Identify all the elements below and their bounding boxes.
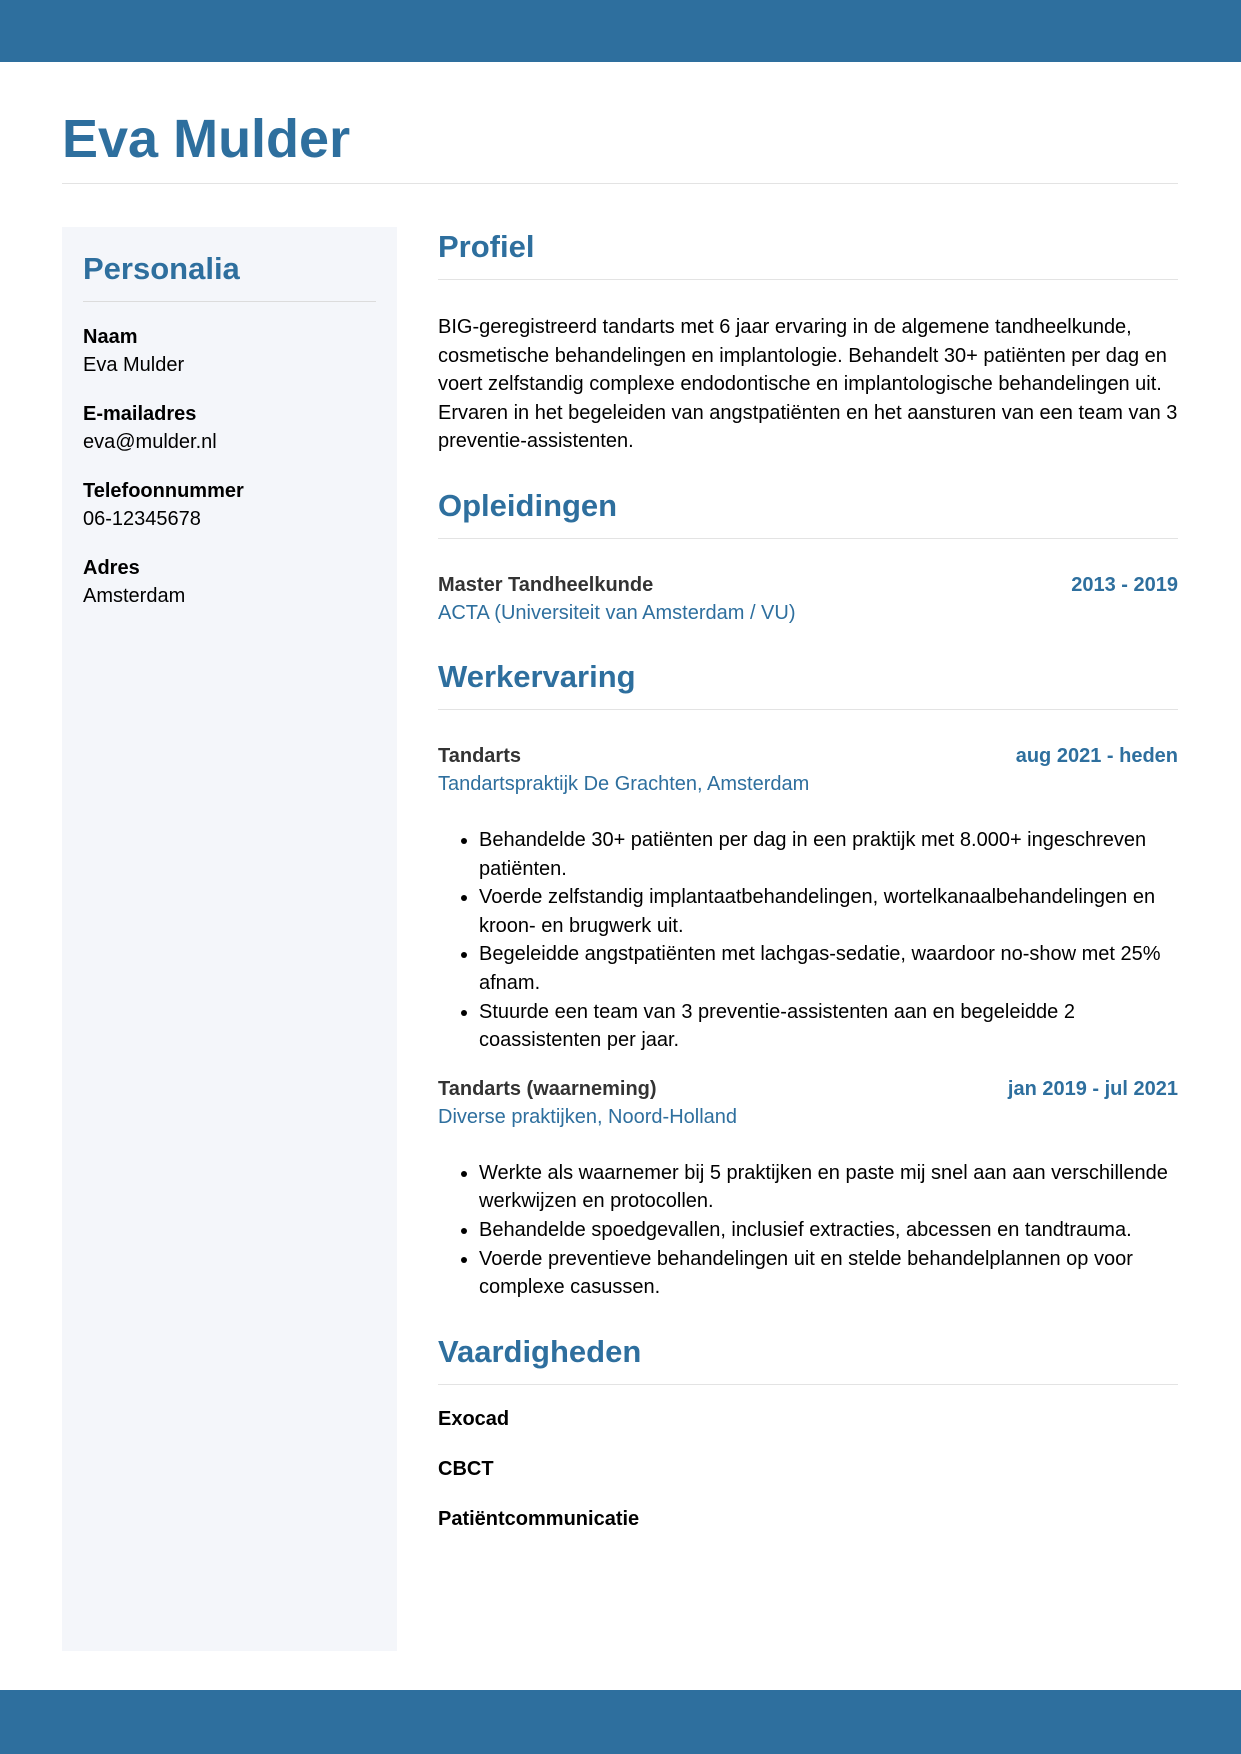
entry-header <box>438 1075 1178 1103</box>
entry-title: Tandarts (waarneming) <box>438 1077 657 1100</box>
skill-item: Exocad <box>438 1407 510 1430</box>
entry-header <box>438 742 1178 770</box>
field-value: Eva Mulder <box>83 354 185 376</box>
experience-entry <box>438 1075 1178 1302</box>
title-divider <box>62 183 1178 184</box>
field-label: Adres <box>83 557 140 579</box>
list-item: • Begeleidde angstpatiënten met lachgas-sedatie, waardoor no-show met 25% afnam. <box>479 940 1178 997</box>
personal-details <box>83 302 376 610</box>
entry-date: jan 2019 - jul 2021 <box>1007 1077 1178 1100</box>
sidebar-heading: Personalia <box>83 249 376 302</box>
list-item: • Voerde preventieve behandelingen uit en stelde behandelplannen op voor complexe casussen. <box>479 1245 1178 1302</box>
list-item: • Stuurde een team van 3 preventie-assistenten aan en begeleidde 2 coassistenten per jaar. <box>479 998 1178 1055</box>
page-title: Eva Mulder <box>62 109 351 169</box>
entry-organization: Diverse praktijken, Noord-Holland <box>438 1105 738 1128</box>
section-skills <box>438 1332 1178 1533</box>
field-value: 06-12345678 <box>83 508 201 530</box>
field-name <box>83 323 376 379</box>
main-content <box>438 227 1178 1555</box>
section-heading: Profiel <box>438 227 1178 280</box>
education-entry <box>438 571 1178 627</box>
list-item: • Behandelde 30+ patiënten per dag in een praktijk met 8.000+ ingeschreven patiënten. <box>479 826 1178 883</box>
field-address <box>83 554 376 610</box>
entry-header <box>438 571 1178 599</box>
field-label: Telefoonnummer <box>83 480 244 502</box>
entry-date: 2013 - 2019 <box>1071 573 1178 596</box>
entry-title: Tandarts <box>438 744 521 767</box>
entry-organization: Tandartspraktijk De Grachten, Amsterdam <box>438 772 810 795</box>
experience-entry <box>438 742 1178 1055</box>
entry-title: Master Tandheelkunde <box>438 573 654 596</box>
field-value: eva@mulder.nl <box>83 431 217 453</box>
section-heading: Vaardigheden <box>438 1332 1178 1385</box>
skill-item: CBCT <box>438 1457 494 1480</box>
list-item: • Werkte als waarnemer bij 5 praktijken en paste mij snel aan aan verschillende werkwijzen en protocollen. <box>479 1159 1178 1216</box>
list-item: • Behandelde spoedgevallen, inclusief extracties, abcessen en tandtrauma. <box>479 1216 1178 1245</box>
list-item: • Voerde zelfstandig implantaatbehandelingen, wortelkanaalbehandelingen en kroon- en brugwerk uit. <box>479 883 1178 940</box>
skill-item: Patiëntcommunicatie <box>438 1507 640 1530</box>
sidebar-personalia <box>62 227 397 1651</box>
profile-text: BIG-geregistreerd tandarts met 6 jaar ervaring in de algemene tandheelkunde, cosmetische behandelingen en implantologie. Behandelt 30+ patiënten per dag en voert zelfstandig complexe endodontische en implantologische behandelingen uit. Ervaren in het begeleiden van angstpatiënten en het aansturen van een team van 3 preventie-assistenten. <box>438 316 1178 453</box>
entry-organization: ACTA (Universiteit van Amsterdam / VU) <box>438 601 796 624</box>
footer-bar <box>0 1690 1241 1754</box>
field-email <box>83 400 376 456</box>
section-heading: Werkervaring <box>438 657 1178 710</box>
entry-date: aug 2021 - heden <box>1015 744 1178 767</box>
field-phone <box>83 477 376 533</box>
field-value: Amsterdam <box>83 585 186 607</box>
section-profile <box>438 227 1178 456</box>
field-label: E-mailadres <box>83 403 197 425</box>
section-heading: Opleidingen <box>438 486 1178 539</box>
section-experience <box>438 657 1178 1302</box>
entry-bullets <box>438 826 1178 1055</box>
header-bar <box>0 0 1241 62</box>
entry-bullets <box>438 1159 1178 1302</box>
skills-list <box>438 1385 1178 1533</box>
section-education <box>438 486 1178 627</box>
field-label: Naam <box>83 326 138 348</box>
